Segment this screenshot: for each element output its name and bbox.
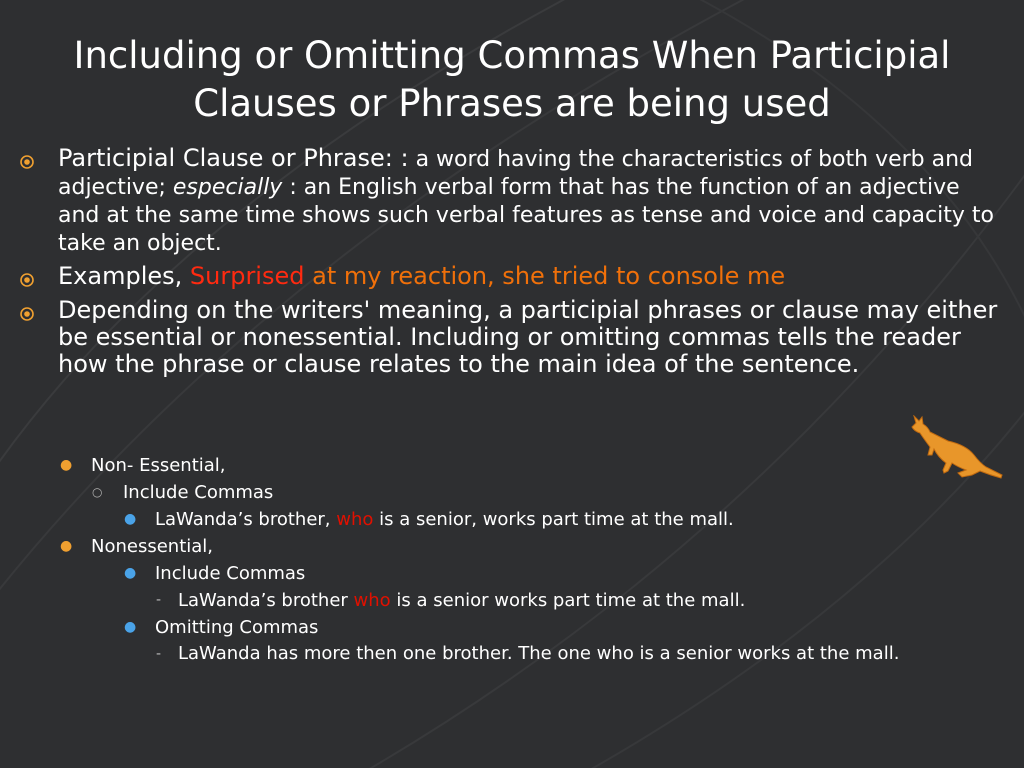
list-item — [60, 506, 1000, 533]
example-1 — [155, 506, 734, 533]
list-item — [60, 479, 1000, 506]
definition-text — [58, 145, 1000, 257]
nonessential-2-label: Nonessential, — [91, 536, 214, 557]
hollow-circle-icon: ○ — [92, 485, 103, 499]
example-2 — [178, 587, 745, 614]
examples-text — [58, 263, 785, 290]
orange-dot-icon: ● — [60, 538, 73, 554]
target-bullet-icon — [20, 297, 58, 325]
example-3: LaWanda has more then one brother. The one who is a senior works at the mall. — [178, 643, 900, 664]
depending-text: Depending on the writers' meaning, a participial phrases or clause may either be essential or nonessential. Including or omitting commas tells the reader how the phrase or clause relates to the main idea of the sentence. — [58, 296, 998, 378]
omitting-commas-label: Omitting Commas — [155, 617, 319, 638]
list-item — [60, 587, 1000, 614]
bullet-depending — [20, 297, 1000, 378]
orange-dot-icon: ● — [60, 457, 73, 473]
title-line-2: Clauses or Phrases are being used — [193, 82, 831, 125]
target-bullet-icon — [20, 145, 58, 173]
list-item — [60, 614, 1000, 641]
bullet-definition — [20, 145, 1000, 257]
include-commas-2-label: Include Commas — [155, 563, 306, 584]
definition-part-1: a word having the characteristics of both verb and adjective; — [58, 147, 974, 200]
example-1-who: who — [336, 509, 374, 530]
blue-dot-icon: ● — [124, 619, 137, 635]
list-item — [60, 452, 1000, 479]
nonessential-1-label: Non- Essential, — [91, 455, 226, 476]
blue-dot-icon: ● — [124, 511, 137, 527]
include-commas-1-label: Include Commas — [123, 482, 274, 503]
definition-part-2: : an English verbal form that has the function of an adjective and at the same time shows such verbal features as tense and voice and capacity to take an object. — [58, 175, 994, 256]
example-2-who: who — [353, 590, 391, 611]
list-item — [60, 560, 1000, 587]
list-item — [60, 641, 1000, 668]
sub-bullet-list — [60, 452, 1000, 668]
target-bullet-icon — [20, 263, 58, 291]
definition-italic: especially — [172, 175, 283, 200]
example-2-part-b: is a senior works part time at the mall. — [390, 590, 746, 611]
example-1-part-b: is a senior, works part time at the mall. — [373, 509, 734, 530]
list-item — [60, 533, 1000, 560]
slide-title — [40, 32, 984, 128]
bullet-examples — [20, 263, 1000, 291]
main-bullet-list — [20, 145, 1000, 380]
title-line-1: Including or Omitting Commas When Participial — [73, 34, 951, 77]
examples-orange-text: at my reaction, she tried to console me — [304, 262, 786, 290]
example-1-part-a: LaWanda’s brother, — [155, 509, 337, 530]
example-2-part-a: LaWanda’s brother — [178, 590, 354, 611]
examples-red-word: Surprised — [189, 262, 305, 290]
examples-head: Examples, — [58, 262, 190, 290]
dash-bullet-icon: - — [156, 592, 162, 608]
blue-dot-icon: ● — [124, 565, 137, 581]
kangaroo-icon — [908, 415, 1008, 485]
dash-bullet-icon: - — [156, 646, 162, 662]
definition-head: Participial Clause or Phrase: : — [58, 144, 409, 172]
